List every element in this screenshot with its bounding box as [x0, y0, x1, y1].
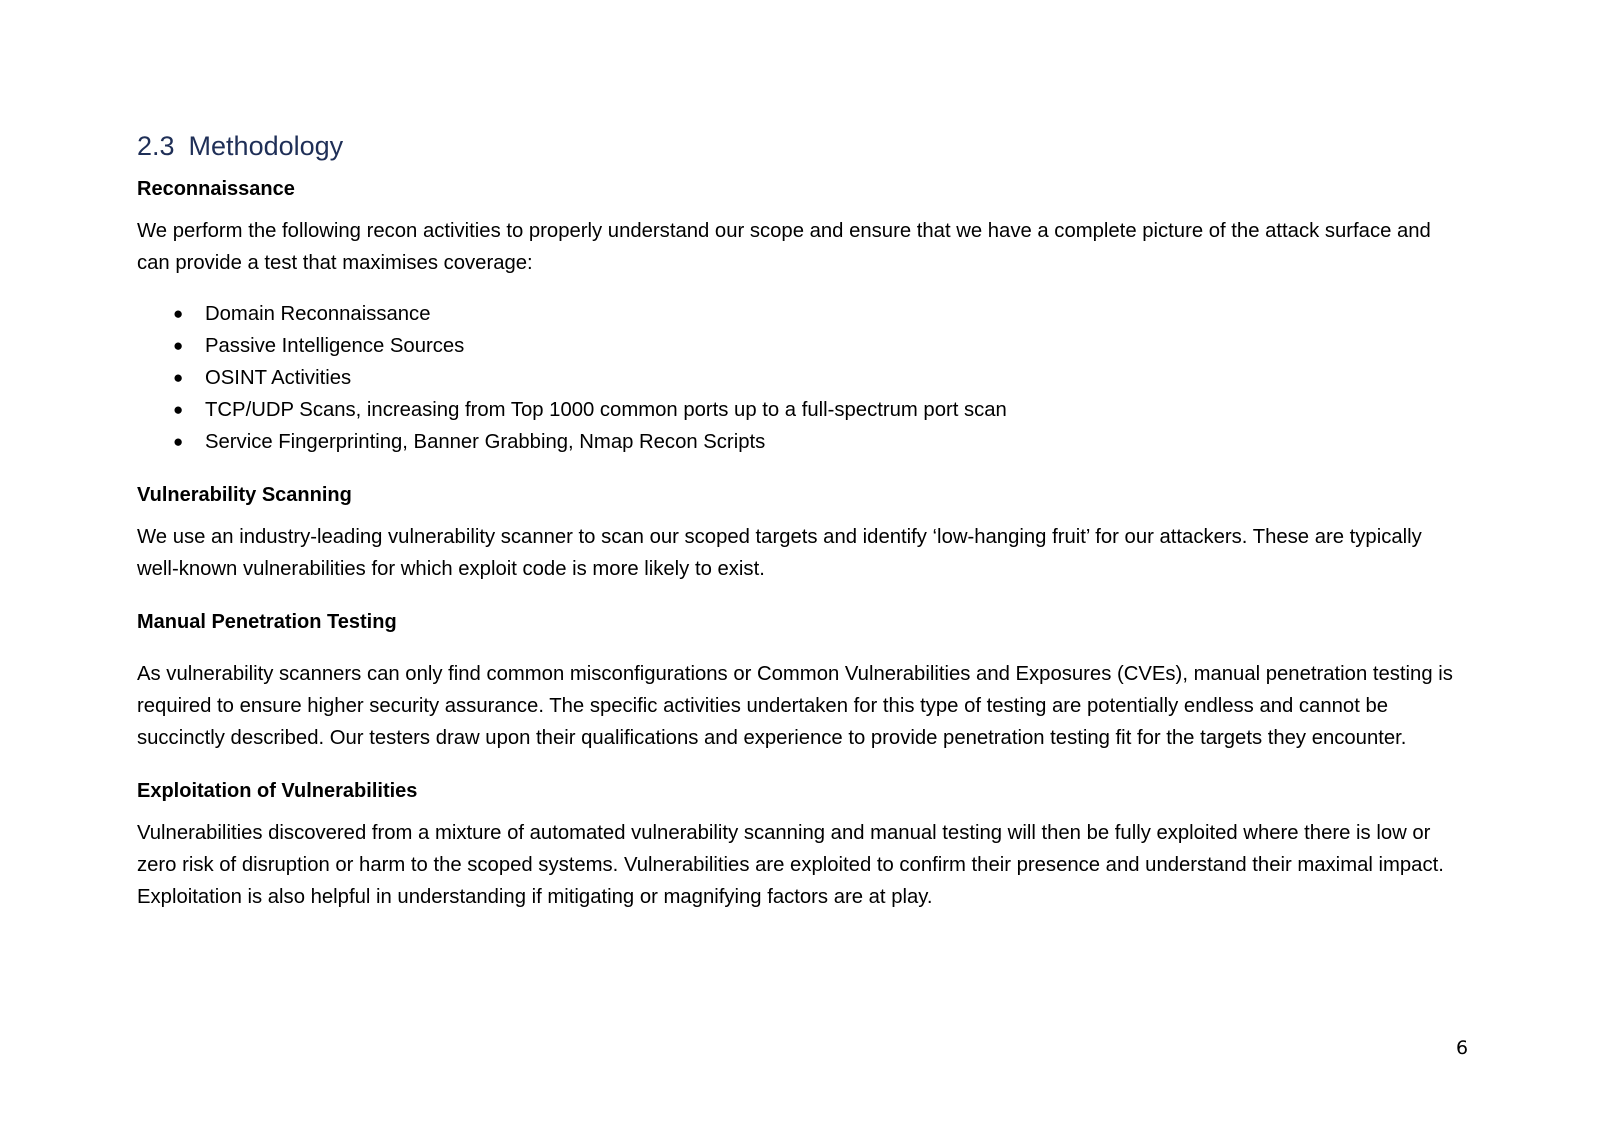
vulnerability-scanning-heading: Vulnerability Scanning [137, 484, 352, 506]
manual-testing-body: As vulnerability scanners can only find common misconfigurations or Common Vulnerabilities and Exposures (CVEs), manual penetration testing is required to ensure higher security assurance. The specific activities undertaken for this type of testing are potentially endless and cannot be succinctly described. Our testers draw upon their qualifications and experience to provide penetration testing fit for the targets they encounter. [137, 663, 1453, 749]
bullet-icon: ● [173, 336, 184, 355]
page-number: 6 [1456, 1037, 1469, 1059]
vulnerability-scanning-body: We use an industry-leading vulnerability scanner to scan our scoped targets and identify ‘low-hanging fruit’ for our attackers. These are typically well-known vulnerabilities for which exploit code is more likely to exist. [137, 526, 1422, 580]
bullet-icon: ● [173, 368, 184, 387]
section-title [137, 128, 1467, 164]
section-title-text: Methodology [188, 131, 344, 161]
list-item: ● OSINT Activities [173, 362, 1467, 394]
page-content [137, 128, 1467, 913]
reconnaissance-intro: We perform the following recon activities to properly understand our scope and ensure that we have a complete picture of the attack surface and can provide a test that maximises coverage: [137, 220, 1431, 274]
exploitation-heading: Exploitation of Vulnerabilities [137, 780, 418, 802]
section-number: 2.3 [137, 131, 175, 161]
list-item: ● Domain Reconnaissance [173, 298, 1467, 330]
reconnaissance-heading: Reconnaissance [137, 178, 295, 200]
list-item: ● Service Fingerprinting, Banner Grabbing, Nmap Recon Scripts [173, 426, 1467, 458]
list-item: ● TCP/UDP Scans, increasing from Top 1000 common ports up to a full-spectrum port scan [173, 394, 1467, 426]
manual-testing-heading: Manual Penetration Testing [137, 611, 397, 633]
reconnaissance-list [137, 298, 1467, 458]
exploitation-body: Vulnerabilities discovered from a mixture of automated vulnerability scanning and manual testing will then be fully exploited where there is low or zero risk of disruption or harm to the scoped systems. Vulnerabilities are exploited to confirm their presence and understand their maximal impact. Exploitation is also helpful in understanding if mitigating or magnifying factors are at play. [137, 822, 1444, 908]
list-item: ● Passive Intelligence Sources [173, 330, 1467, 362]
bullet-icon: ● [173, 304, 184, 323]
bullet-icon: ● [173, 432, 184, 451]
bullet-icon: ● [173, 400, 184, 419]
